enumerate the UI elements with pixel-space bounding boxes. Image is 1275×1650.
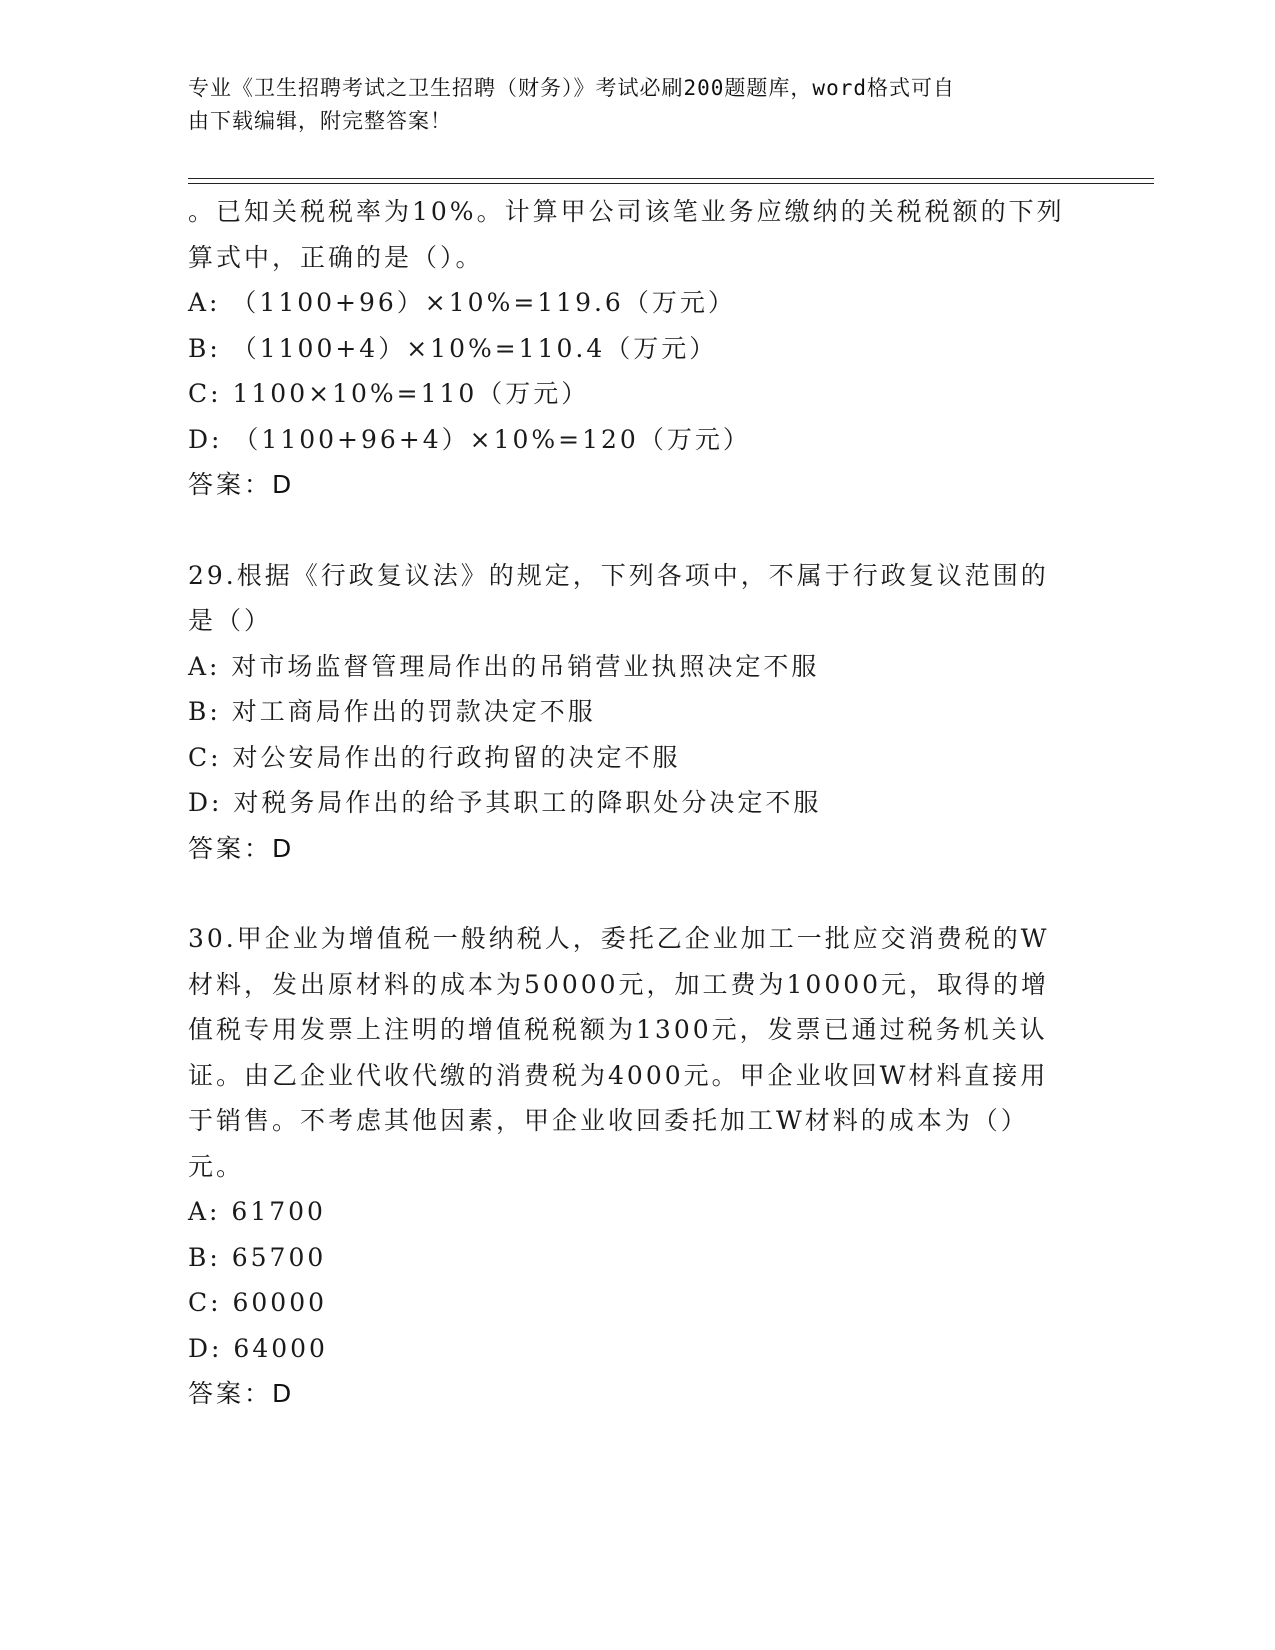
question-stem-line: 于销售。不考虑其他因素，甲企业收回委托加工W材料的成本为（） [188, 1106, 1029, 1135]
option-c: C: 60000 [188, 1288, 328, 1317]
header-line-1: 专业《卫生招聘考试之卫生招聘（财务）》考试必刷200题题库，word格式可自 [188, 76, 955, 100]
question-list [188, 189, 1088, 1417]
question-stem-line: 算式中，正确的是（）。 [188, 242, 484, 272]
question-stem-line: 元。 [188, 1151, 245, 1181]
header-line-2: 由下载编辑，附完整答案！ [188, 109, 452, 133]
option-a: A: 对市场监督管理局作出的吊销营业执照决定不服 [188, 651, 820, 681]
option-d: D: 对税务局作出的给予其职工的降职处分决定不服 [188, 788, 822, 817]
spacer [188, 508, 1088, 553]
answer-label: 答案：D [188, 833, 295, 863]
header-divider-bottom [188, 183, 1154, 184]
option-d: D: 64000 [188, 1333, 328, 1363]
document-header [188, 72, 1068, 138]
option-a: A: （1100+96）×10%=119.6（万元） [188, 288, 736, 317]
option-c: C: 对公安局作出的行政拘留的决定不服 [188, 742, 681, 772]
option-a: A: 61700 [188, 1197, 326, 1226]
answer-label: 答案：D [188, 1379, 295, 1408]
question-29 [188, 553, 1088, 872]
question-stem-line: 是（） [188, 606, 273, 635]
answer-label: 答案：D [188, 470, 295, 499]
question-stem-line: 29.根据《行政复议法》的规定，下列各项中，不属于行政复议范围的 [188, 560, 1049, 590]
option-c: C: 1100×10%=110（万元） [188, 379, 590, 408]
header-divider-top [188, 178, 1154, 179]
question-stem-line: 证。由乙企业代收代缴的消费税为4000元。甲企业收回W材料直接用 [188, 1060, 1049, 1090]
question-stem-line: 材料，发出原材料的成本为50000元，加工费为10000元，取得的增 [188, 969, 1050, 999]
option-b: B: 65700 [188, 1242, 327, 1272]
spacer [188, 871, 1088, 916]
question-stem-line: 。已知关税税率为10%。计算甲公司该笔业务应缴纳的关税税额的下列 [188, 197, 1065, 226]
question-30 [188, 916, 1088, 1417]
question-stem-line: 30.甲企业为增值税一般纳税人，委托乙企业加工一批应交消费税的W [188, 924, 1050, 953]
option-b: B: （1100+4）×10%=110.4（万元） [188, 333, 718, 363]
option-d: D: （1100+96+4）×10%=120（万元） [188, 424, 751, 454]
question-stem-line: 值税专用发票上注明的增值税税额为1300元，发票已通过税务机关认 [188, 1015, 1048, 1044]
question-28 [188, 189, 1088, 508]
option-b: B: 对工商局作出的罚款决定不服 [188, 697, 596, 726]
